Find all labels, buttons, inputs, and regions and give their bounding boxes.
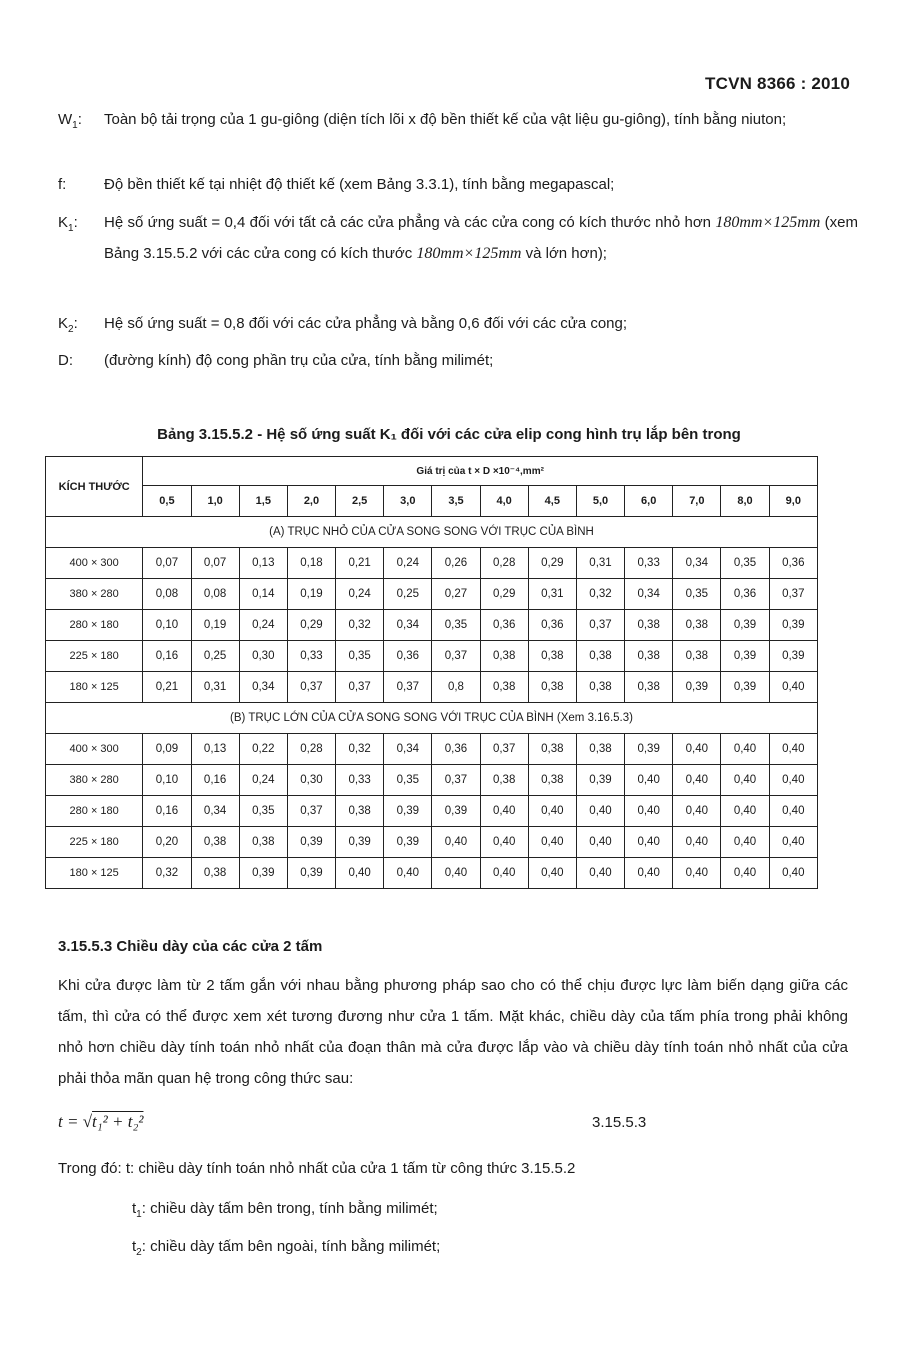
- value-cell: 0,40: [432, 827, 480, 858]
- value-cell: 0,38: [576, 672, 624, 703]
- size-cell: 180 × 125: [46, 672, 143, 703]
- value-cell: 0,39: [576, 765, 624, 796]
- table-row: [46, 858, 818, 889]
- value-cell: 0,10: [143, 765, 191, 796]
- where-t1: $t_1$: chiều dày tấm bên trong, tính bằng milimét;: [132, 1200, 438, 1220]
- section-paragraph: Khi cửa được làm từ 2 tấm gắn với nhau bằng phương pháp sao cho có thể chịu được lực làm biến dạng giữa các tấm, thì cửa có thể được xem xét tương đương như cửa 1 tấm. Mặt khác, chiều dày của tấm phía trong phải không nhỏ hơn chiều dày tính toán nhỏ nhất của đoạn thân mà cửa được lắp vào và chiều dày tính toán nhỏ nhất của cửa phải thỏa mãn quan hệ trong công thức sau:: [58, 977, 848, 1087]
- formula-number: 3.15.5.3: [592, 1114, 647, 1131]
- column-header: 8,0: [721, 486, 769, 517]
- definition-symbol: f:: [58, 176, 67, 193]
- column-values-row: [46, 486, 818, 517]
- column-header: 4,0: [480, 486, 528, 517]
- definition-w1: [58, 104, 858, 135]
- value-cell: 0,38: [239, 827, 287, 858]
- definition-text: (đường kính) độ cong phần trụ của cửa, tính bằng milimét;: [104, 352, 494, 369]
- value-cell: 0,37: [336, 672, 384, 703]
- column-header: 0,5: [143, 486, 191, 517]
- column-header: 7,0: [673, 486, 721, 517]
- value-cell: 0,38: [625, 641, 673, 672]
- value-cell: 0,16: [191, 765, 239, 796]
- value-cell: 0,38: [625, 610, 673, 641]
- value-cell: 0,40: [384, 858, 432, 889]
- value-cell: 0,40: [625, 858, 673, 889]
- value-cell: 0,40: [480, 796, 528, 827]
- value-cell: 0,34: [191, 796, 239, 827]
- table-row: [46, 796, 818, 827]
- size-cell: 225 × 180: [46, 641, 143, 672]
- value-cell: 0,31: [576, 548, 624, 579]
- value-cell: 0,39: [384, 796, 432, 827]
- value-cell: 0,40: [721, 796, 769, 827]
- value-cell: 0,32: [336, 734, 384, 765]
- value-cell: 0,07: [143, 548, 191, 579]
- value-cell: 0,40: [528, 858, 576, 889]
- value-cell: 0,40: [721, 858, 769, 889]
- value-cell: 0,39: [336, 827, 384, 858]
- value-cell: 0,13: [191, 734, 239, 765]
- value-cell: 0,24: [239, 610, 287, 641]
- value-cell: 0,32: [336, 610, 384, 641]
- value-cell: 0,30: [239, 641, 287, 672]
- value-cell: 0,40: [673, 858, 721, 889]
- value-cell: 0,39: [769, 641, 817, 672]
- value-cell: 0,40: [480, 858, 528, 889]
- value-cell: 0,40: [721, 734, 769, 765]
- value-cell: 0,39: [384, 827, 432, 858]
- value-cell: 0,39: [287, 858, 335, 889]
- definition-k2: [58, 308, 858, 339]
- column-header: 6,0: [625, 486, 673, 517]
- value-cell: 0,40: [625, 765, 673, 796]
- value-cell: 0,40: [480, 827, 528, 858]
- value-cell: 0,40: [673, 796, 721, 827]
- definition-k1: [58, 207, 858, 269]
- section-heading: 3.15.5.3 Chiều dày của các cửa 2 tấm: [58, 938, 323, 955]
- column-header: 2,5: [336, 486, 384, 517]
- column-header: 2,0: [287, 486, 335, 517]
- value-cell: 0,32: [576, 579, 624, 610]
- definition-text: Hệ số ứng suất = 0,8 đối với các cửa phẳng và bằng 0,6 đối với các cửa cong;: [104, 315, 628, 332]
- value-cell: 0,09: [143, 734, 191, 765]
- value-cell: 0,36: [528, 610, 576, 641]
- value-cell: 0,34: [673, 548, 721, 579]
- table-row: [46, 827, 818, 858]
- size-cell: 400 × 300: [46, 734, 143, 765]
- value-cell: 0,38: [673, 610, 721, 641]
- value-cell: 0,29: [480, 579, 528, 610]
- value-cell: 0,40: [528, 796, 576, 827]
- value-cell: 0,40: [432, 858, 480, 889]
- definition-symbol: $W_1$:: [58, 111, 82, 131]
- size-column-header: KÍCH THƯỚC: [46, 457, 143, 517]
- column-header: 1,5: [239, 486, 287, 517]
- value-cell: 0,24: [239, 765, 287, 796]
- value-cell: 0,36: [480, 610, 528, 641]
- value-cell: 0,33: [625, 548, 673, 579]
- value-cell: 0,40: [721, 827, 769, 858]
- value-cell: 0,39: [239, 858, 287, 889]
- value-cell: 0,16: [143, 641, 191, 672]
- value-cell: 0,38: [528, 765, 576, 796]
- value-cell: 0,40: [769, 858, 817, 889]
- value-cell: 0,21: [143, 672, 191, 703]
- standard-number: TCVN 8366 : 2010: [705, 74, 850, 93]
- value-cell: 0,38: [191, 858, 239, 889]
- table-row: [46, 610, 818, 641]
- value-cell: 0,37: [384, 672, 432, 703]
- definition-f: [58, 169, 858, 200]
- value-cell: 0,20: [143, 827, 191, 858]
- value-cell: 0,16: [143, 796, 191, 827]
- definition-symbol: $K_1$:: [58, 214, 78, 234]
- value-cell: 0,40: [625, 796, 673, 827]
- definition-text: Độ bền thiết kế tại nhiệt độ thiết kế (xem Bảng 3.3.1), tính bằng megapascal;: [104, 176, 615, 193]
- definition-symbol: $K_2$:: [58, 315, 78, 335]
- value-cell: 0,35: [432, 610, 480, 641]
- size-cell: 280 × 180: [46, 610, 143, 641]
- table-row: [46, 765, 818, 796]
- value-cell: 0,40: [528, 827, 576, 858]
- value-cell: 0,38: [528, 641, 576, 672]
- where-t2: $t_2$: chiều dày tấm bên ngoài, tính bằng milimét;: [132, 1238, 441, 1258]
- value-cell: 0,40: [673, 765, 721, 796]
- value-cell: 0,37: [480, 734, 528, 765]
- table-caption: Bảng 3.15.5.2 - Hệ số ứng suất K₁ đối với các cửa elip cong hình trụ lắp bên trong: [157, 426, 741, 443]
- value-cell: 0,37: [576, 610, 624, 641]
- value-cell: 0,40: [769, 672, 817, 703]
- value-cell: 0,29: [287, 610, 335, 641]
- value-cell: 0,34: [625, 579, 673, 610]
- column-header: 9,0: [769, 486, 817, 517]
- size-cell: 400 × 300: [46, 548, 143, 579]
- value-cell: 0,39: [769, 610, 817, 641]
- section-row: [46, 703, 818, 734]
- size-cell: 280 × 180: [46, 796, 143, 827]
- column-header: 5,0: [576, 486, 624, 517]
- value-cell: 0,35: [239, 796, 287, 827]
- size-cell: 180 × 125: [46, 858, 143, 889]
- value-cell: 0,28: [287, 734, 335, 765]
- table-header-row: [46, 457, 818, 486]
- value-cell: 0,40: [336, 858, 384, 889]
- definition-text: Hệ số ứng suất = 0,4 đối với tất cả các cửa phẳng và các cửa cong có kích thước nhỏ hơn 180mm×125mm (xem Bảng 3.15.5.2 với các cửa cong có kích thước 180mm×125mm và lớn hơn);: [104, 214, 859, 262]
- formula-radicand: t₁² + t₂²: [92, 1112, 144, 1131]
- section-title: (A) TRỤC NHỎ CỦA CỬA SONG SONG VỚI TRỤC CỦA BÌNH: [46, 517, 818, 548]
- value-cell: 0,40: [625, 827, 673, 858]
- section-row: [46, 517, 818, 548]
- size-cell: 225 × 180: [46, 827, 143, 858]
- value-cell: 0,38: [480, 641, 528, 672]
- value-cell: 0,37: [432, 641, 480, 672]
- table-row: [46, 734, 818, 765]
- value-cell: 0,39: [432, 796, 480, 827]
- value-cell: 0,21: [336, 548, 384, 579]
- value-cell: 0,26: [432, 548, 480, 579]
- value-cell: 0,37: [769, 579, 817, 610]
- value-cell: 0,39: [721, 641, 769, 672]
- value-cell: 0,08: [143, 579, 191, 610]
- where-clause: Trong đó: t: chiều dày tính toán nhỏ nhất của cửa 1 tấm từ công thức 3.15.5.2: [58, 1160, 576, 1177]
- value-cell: 0,40: [721, 765, 769, 796]
- column-header: 3,5: [432, 486, 480, 517]
- section-title: (B) TRỤC LỚN CỦA CỬA SONG SONG VỚI TRỤC CỦA BÌNH (Xem 3.16.5.3): [46, 703, 818, 734]
- table-row: [46, 579, 818, 610]
- value-cell: 0,25: [191, 641, 239, 672]
- value-cell: 0,36: [432, 734, 480, 765]
- value-cell: 0,27: [432, 579, 480, 610]
- value-cell: 0,39: [287, 827, 335, 858]
- value-cell: 0,25: [384, 579, 432, 610]
- value-cell: 0,07: [191, 548, 239, 579]
- size-cell: 380 × 280: [46, 579, 143, 610]
- value-cell: 0,37: [432, 765, 480, 796]
- definition-symbol: D:: [58, 352, 74, 369]
- table-row: [46, 672, 818, 703]
- value-cell: 0,22: [239, 734, 287, 765]
- value-cell: 0,29: [528, 548, 576, 579]
- value-cell: 0,35: [384, 765, 432, 796]
- value-cell: 0,37: [287, 672, 335, 703]
- value-cell: 0,38: [191, 827, 239, 858]
- value-cell: 0,34: [384, 610, 432, 641]
- value-column-header: Giá trị của t × D ×10⁻⁴,mm²: [143, 457, 818, 486]
- value-cell: 0,39: [721, 672, 769, 703]
- value-cell: 0,40: [576, 796, 624, 827]
- value-cell: 0,33: [336, 765, 384, 796]
- value-cell: 0,35: [336, 641, 384, 672]
- stress-factor-table: [45, 456, 818, 889]
- value-cell: 0,40: [769, 827, 817, 858]
- column-header: 1,0: [191, 486, 239, 517]
- value-cell: 0,39: [721, 610, 769, 641]
- table-row: [46, 641, 818, 672]
- value-cell: 0,33: [287, 641, 335, 672]
- value-cell: 0,19: [191, 610, 239, 641]
- definition-text: Toàn bộ tải trọng của 1 gu-giông (diện tích lõi x độ bền thiết kế của vật liệu gu-giông), tính bằng niuton;: [104, 111, 787, 128]
- definition-d: [58, 345, 858, 376]
- value-cell: 0,08: [191, 579, 239, 610]
- value-cell: 0,28: [480, 548, 528, 579]
- size-cell: 380 × 280: [46, 765, 143, 796]
- value-cell: 0,34: [239, 672, 287, 703]
- value-cell: 0,10: [143, 610, 191, 641]
- value-cell: 0,40: [576, 827, 624, 858]
- value-cell: 0,38: [480, 672, 528, 703]
- value-cell: 0,38: [625, 672, 673, 703]
- value-cell: 0,40: [769, 734, 817, 765]
- value-cell: 0,35: [721, 548, 769, 579]
- value-cell: 0,36: [384, 641, 432, 672]
- value-cell: 0,13: [239, 548, 287, 579]
- value-cell: 0,19: [287, 579, 335, 610]
- value-cell: 0,40: [769, 796, 817, 827]
- value-cell: 0,40: [769, 765, 817, 796]
- value-cell: 0,8: [432, 672, 480, 703]
- value-cell: 0,24: [384, 548, 432, 579]
- value-cell: 0,32: [143, 858, 191, 889]
- value-cell: 0,14: [239, 579, 287, 610]
- column-header: 3,0: [384, 486, 432, 517]
- value-cell: 0,39: [625, 734, 673, 765]
- value-cell: 0,38: [480, 765, 528, 796]
- value-cell: 0,38: [576, 734, 624, 765]
- value-cell: 0,24: [336, 579, 384, 610]
- value-cell: 0,36: [721, 579, 769, 610]
- value-cell: 0,35: [673, 579, 721, 610]
- value-cell: 0,39: [673, 672, 721, 703]
- value-cell: 0,38: [528, 672, 576, 703]
- value-cell: 0,40: [673, 734, 721, 765]
- value-cell: 0,30: [287, 765, 335, 796]
- value-cell: 0,38: [528, 734, 576, 765]
- value-cell: 0,38: [576, 641, 624, 672]
- value-cell: 0,34: [384, 734, 432, 765]
- value-cell: 0,31: [191, 672, 239, 703]
- value-cell: 0,38: [336, 796, 384, 827]
- value-cell: 0,31: [528, 579, 576, 610]
- column-header: 4,5: [528, 486, 576, 517]
- value-cell: 0,40: [576, 858, 624, 889]
- value-cell: 0,40: [673, 827, 721, 858]
- table-row: [46, 548, 818, 579]
- value-cell: 0,37: [287, 796, 335, 827]
- formula: t = √t₁² + t₂²: [58, 1112, 144, 1131]
- value-cell: 0,18: [287, 548, 335, 579]
- value-cell: 0,38: [673, 641, 721, 672]
- table-body: [46, 457, 818, 889]
- value-cell: 0,36: [769, 548, 817, 579]
